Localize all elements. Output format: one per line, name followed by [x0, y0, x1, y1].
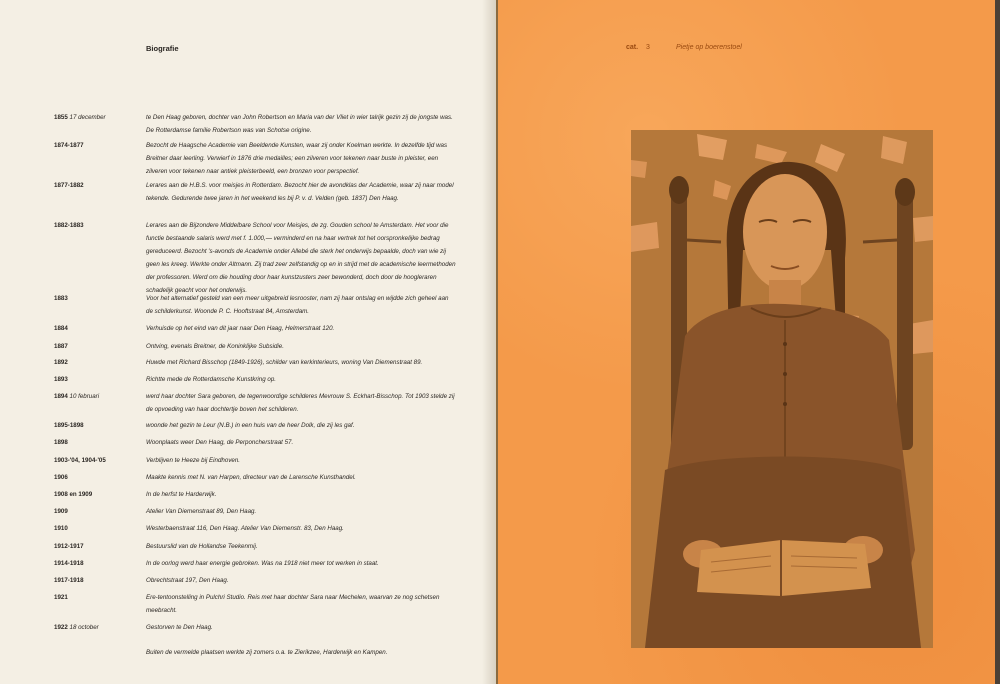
catalogue-label: cat.	[626, 44, 639, 51]
portrait-illustration	[631, 130, 933, 648]
entry-text: Westerbaenstraat 116, Den Haag. Atelier Van Diemenstr. 83, Den Haag.	[146, 525, 344, 532]
entry-date: 1909	[54, 508, 68, 515]
entry-text: In de herfst te Harderwijk.	[146, 491, 217, 498]
entry-date: 1908 en 1909	[54, 491, 93, 498]
entry-text: Ere-tentoonstelling in Pulchri Studio. Reis met haar dochter Sara naar Mechelen, waarvan ze nog schetsen meebracht.	[146, 594, 440, 614]
entry-date: 1884	[54, 325, 68, 332]
entry-text: In de oorlog werd haar energie gebroken. Was na 1918 niet meer tot werken in staat.	[146, 560, 379, 567]
entry-date: 1883	[54, 295, 68, 302]
entry-date: 1912-1917	[54, 543, 84, 550]
entry-date: 1914-1918	[54, 560, 84, 567]
entry-date: 1906	[54, 474, 68, 481]
artwork-title: Pietje op boerenstoel	[676, 44, 742, 51]
page-heading: Biografie	[146, 44, 179, 53]
entry-date: 1887	[54, 343, 68, 350]
entry-text: Verblijven te Heeze bij Eindhoven.	[146, 457, 241, 464]
page-edge	[995, 0, 1000, 684]
entry-text: Bestuurslid van de Hollandse Teekenmij.	[146, 543, 258, 550]
biography-footer-note: Buiten de vermelde plaatsen werkte zij zomers o.a. te Zierikzee, Harderwijk en Kampen.	[146, 649, 388, 656]
entry-text: Huwde met Richard Bisschop (1849-1926), schilder van kerkinterieurs, woning Van Diemenstraat 89.	[146, 359, 423, 366]
entry-text: Gestorven te Den Haag.	[146, 624, 213, 631]
entry-text: Lerares aan de Bijzondere Middelbare School voor Meisjes, de zg. Gouden school te Amsterdam. Het voor die functie bestaande salaris werd met f. 1.000,— verminderd en na haar vertrek tot het oorspronkelijke bedrag gereduceerd. Bezocht 's-avonds de Academie onder Allebé die sterk het onderwijs bepaalde, doch van wie zij geen les kreeg. Werkte onder Altmann. Zij trad zeer zelfstandig op en in strijd met de academische leermethoden der professoren. Werd om die houding door haar kunstzusters zeer bewonderd, doch door de hoogleraren schadelijk geacht voor het onderwijs.	[146, 222, 456, 294]
entry-date: 1877-1882	[54, 182, 84, 189]
entry-date: 1855 17 december	[54, 114, 106, 121]
entry-text: te Den Haag geboren, dochter van John Robertson en Maria van der Vliet in wier talrijk gezin zij de jongste was. De Rotterdamse familie Robertson was van Schotse origine.	[146, 114, 453, 134]
entry-date: 1882-1883	[54, 222, 84, 229]
entry-text: Obrechtstraat 197, Den Haag.	[146, 577, 229, 584]
entry-date: 1893	[54, 376, 68, 383]
entry-date: 1895-1898	[54, 422, 84, 429]
artwork-plate	[631, 130, 933, 648]
entry-text: Woonplaats weer Den Haag, de Perponcherstraat 57.	[146, 439, 294, 446]
entry-date: 1922 18 october	[54, 624, 99, 631]
entry-date: 1874-1877	[54, 142, 84, 149]
entry-text: Maakte kennis met N. van Harpen, directeur van de Larensche Kunsthandel.	[146, 474, 356, 481]
catalogue-number: 3	[646, 44, 650, 51]
entry-text: werd haar dochter Sara geboren, de tegenwoordige schilderes Mevrouw S. Eckhart-Bisschop. Tot 1903 stelde zij de opvoeding van haar dochtertje boven het schilderen.	[146, 393, 455, 413]
entry-date: 1894 10 februari	[54, 393, 100, 400]
entry-text: Lerares aan de H.B.S. voor meisjes in Rotterdam. Bezocht hier de avondklas der Academie, waar zij naar model tekende. Gedurende twee jaren in het weekend les bij P. v. d. Velden (geb. 1837) Den Haag.	[146, 182, 454, 202]
entry-text: Atelier Van Diemenstraat 89, Den Haag.	[146, 508, 257, 515]
entry-text: Ontving, evenals Breitner, de Koninklijke Subsidie.	[146, 343, 284, 350]
entry-text: Bezocht de Haagsche Academie van Beeldende Kunsten, waar zij onder Koelman werkte. In dezelfde tijd was Breitner daar leerling. Verwierf in 1876 drie medailles; een zilveren voor tekenen naar buste in pleister, een zilveren voor tekenen naar antiek pleisterbeeld, een bronzen voor perspectief.	[146, 142, 448, 175]
entry-date: 1917-1918	[54, 577, 84, 584]
entry-text: woonde het gezin te Leur (N.B.) in een huis van de heer Dolk, die zij les gaf.	[146, 422, 355, 429]
entry-text: Verhuisde op het eind van dit jaar naar Den Haag, Helmerstraat 120.	[146, 325, 335, 332]
entry-date: 1910	[54, 525, 68, 532]
entry-date: 1921	[54, 594, 68, 601]
entry-text: Richtte mede de Rotterdamsche Kunstkring op.	[146, 376, 277, 383]
entry-date: 1898	[54, 439, 68, 446]
entry-date: 1903-'04, 1904-'05	[54, 457, 106, 464]
left-page	[0, 0, 496, 684]
entry-date: 1892	[54, 359, 68, 366]
entry-text: Voor het alternatief gesteld van een meer uitgebreid lesrooster, nam zij haar ontslag en wijdde zich geheel aan de schilderkunst. Woonde P. C. Hooftstraat 84, Amsterdam.	[146, 295, 449, 315]
